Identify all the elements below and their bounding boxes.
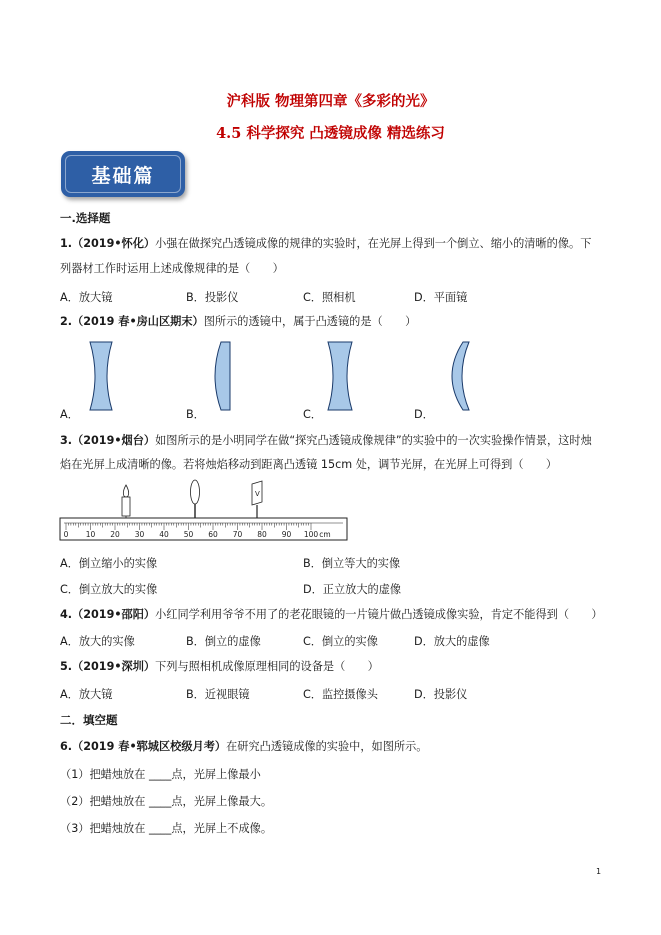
lens-a-shape: [90, 342, 112, 410]
ruler-tick-label: 30: [134, 530, 145, 539]
page-number: 1: [596, 867, 602, 876]
q3-line1: [60, 433, 592, 449]
lens-d-diagram: [436, 340, 476, 412]
banner-label: 基础篇: [91, 164, 155, 187]
q1-option-b: B．投影仪: [186, 291, 239, 304]
q4-line: [60, 607, 603, 623]
q4-source: 4.（2019•邵阳）: [60, 608, 156, 621]
lens-d-shape: [452, 342, 469, 410]
ruler-tick-label: 90: [281, 530, 292, 539]
convex-lens-icon: [191, 480, 200, 518]
ruler-tick-label: 40: [159, 530, 169, 539]
candle-flame: [123, 485, 128, 497]
ruler-tick-label: 70: [232, 530, 243, 539]
q4-option-d: D．放大的虚像: [414, 635, 490, 648]
ruler-tick-label: 10: [85, 530, 96, 539]
q2-option-d: D．: [414, 408, 434, 421]
section-heading-fill: 二．填空题: [60, 713, 118, 727]
section-banner: [61, 151, 185, 197]
q1-line2: 列器材工作时运用上述成像规律的是（ ）: [60, 262, 284, 275]
q6-line: [60, 739, 427, 755]
lens-b-shape: [215, 342, 230, 410]
lens-shape: [191, 480, 200, 504]
ruler-tick-label: 20: [110, 530, 120, 539]
q2-line: [60, 314, 416, 330]
q2-source: 2.（2019 春•房山区期末）: [60, 315, 204, 328]
q3-option-b: B．倒立等大的实像: [303, 557, 401, 570]
q3-option-a: A．倒立缩小的实像: [60, 557, 158, 570]
candle-body: [122, 497, 130, 516]
q4-text: 小红同学利用爷爷不用了的老花眼镜的一片镜片做凸透镜成像实验，肯定不能得到（ ）: [155, 608, 603, 621]
lens-c-diagram: [325, 340, 357, 412]
ruler-tick-label: 0: [63, 530, 69, 539]
q2-option-c: C．: [303, 408, 322, 421]
q3-option-c: C．倒立放大的实像: [60, 583, 158, 596]
q6-item-2: （2）把蜡烛放在 ____点，光屏上像最大。: [60, 795, 273, 808]
q3-option-d: D．正立放大的虚像: [303, 583, 402, 596]
q4-option-a: A．放大的实像: [60, 635, 135, 648]
q3-source: 3.（2019•烟台）: [60, 434, 156, 447]
q6-item-3: （3）把蜡烛放在 ____点，光屏上不成像。: [60, 822, 273, 835]
q5-option-c: C．监控摄像头: [303, 688, 378, 701]
q5-text: 下列与照相机成像原理相同的设备是（ ）: [155, 660, 379, 673]
section-heading-choice: 一.选择题: [60, 211, 111, 225]
ruler-tick-label: cm: [319, 530, 331, 539]
lens-c-shape: [328, 342, 352, 410]
q1-option-a: A．放大镜: [60, 291, 113, 304]
q5-source: 5.（2019•深圳）: [60, 660, 156, 673]
lens-b-diagram: [212, 340, 242, 412]
optical-bench-diagram: [58, 478, 350, 542]
q3-line2: 焰在光屏上成清晰的像。若将烛焰移动到距离凸透镜 15cm 处，调节光屏，在光屏上可得到（ ）: [60, 458, 558, 471]
ruler-tick-label: 50: [183, 530, 194, 539]
ruler: [60, 518, 347, 540]
ruler-tick-label: 60: [208, 530, 218, 539]
q1-option-d: D．平面镜: [414, 291, 468, 304]
q1-source: 1.（2019•怀化）: [60, 237, 156, 250]
ruler-tick-label: 80: [257, 530, 267, 539]
q5-line: [60, 659, 379, 675]
q1-text1: 小强在做探究凸透镜成像的规律的实验时，在光屏上得到一个倒立、缩小的清晰的像。下: [155, 237, 592, 250]
q1-option-c: C．照相机: [303, 291, 356, 304]
q5-option-d: D．投影仪: [414, 688, 468, 701]
q4-option-c: C．倒立的实像: [303, 635, 378, 648]
q5-option-a: A．放大镜: [60, 688, 113, 701]
q6-source: 6.（2019 春•郓城区校级月考）: [60, 740, 227, 753]
lens-a-diagram: [80, 340, 120, 412]
q2-option-b: B．: [186, 408, 205, 421]
q2-text: 图所示的透镜中，属于凸透镜的是（ ）: [203, 315, 417, 328]
document-title: 沪科版 物理第四章《多彩的光》: [226, 93, 435, 110]
q4-option-b: B．倒立的虚像: [186, 635, 261, 648]
q2-option-a: A．: [60, 408, 79, 421]
document-subtitle: 4.5 科学探究 凸透镜成像 精选练习: [216, 125, 445, 142]
candle-icon: [122, 485, 130, 518]
q3-text1: 如图所示的是小明同学在做“探究凸透镜成像规律”的实验中的一次实验操作情景，这时烛: [155, 434, 592, 447]
ruler-tick-label: 100: [303, 530, 319, 539]
svg-text:V: V: [255, 490, 260, 498]
q5-option-b: B．近视眼镜: [186, 688, 250, 701]
light-screen-icon: [252, 481, 262, 518]
q6-text: 在研究凸透镜成像的实验中，如图所示。: [226, 740, 428, 753]
q1-line1: [60, 236, 591, 252]
q6-item-1: （1）把蜡烛放在 ____点，光屏上像最小: [60, 768, 261, 781]
